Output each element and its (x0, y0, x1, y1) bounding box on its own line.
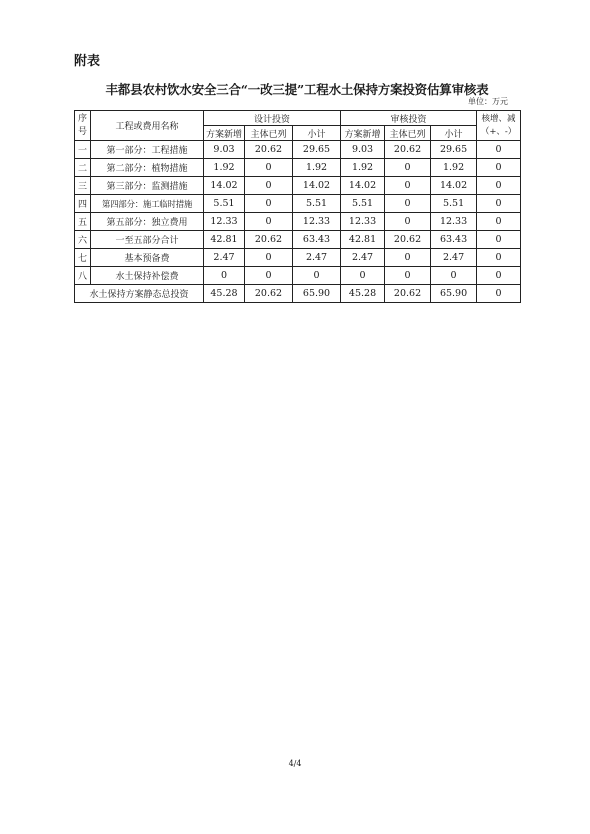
row-seq: 三 (75, 177, 91, 195)
row-name: 第一部分：工程措施 (91, 141, 204, 159)
design-main-listed-cell: 0 (245, 177, 293, 195)
review-subtotal-cell: 0 (431, 267, 477, 285)
design-subtotal-cell: 1.92 (293, 159, 341, 177)
row-seq: 五 (75, 213, 91, 231)
review-plan-new-cell: 14.02 (341, 177, 385, 195)
review-main-listed-cell: 0 (385, 213, 431, 231)
change-cell: 0 (477, 195, 521, 213)
design-subtotal-cell: 63.43 (293, 231, 341, 249)
review-subtotal-cell: 63.43 (431, 231, 477, 249)
table-row (75, 141, 521, 159)
review-main-listed-cell: 0 (385, 177, 431, 195)
change-cell: 0 (477, 177, 521, 195)
design-plan-new-cell: 14.02 (204, 177, 245, 195)
total-design-plan-new-cell: 45.28 (204, 285, 245, 303)
row-name: 一至五部分合计 (91, 231, 204, 249)
design-main-listed-cell: 0 (245, 195, 293, 213)
investment-review-table (74, 110, 521, 303)
review-plan-new-cell: 2.47 (341, 249, 385, 267)
header-design-plan-new: 方案新增 (204, 126, 245, 141)
review-plan-new-cell: 42.81 (341, 231, 385, 249)
header-design-main-listed: 主体已列 (245, 126, 293, 141)
review-subtotal-cell: 14.02 (431, 177, 477, 195)
design-plan-new-cell: 2.47 (204, 249, 245, 267)
header-design-investment: 设计投资 (204, 111, 341, 126)
document-title: 丰都县农村饮水安全三合“一改三提”工程水土保持方案投资估算审核表 (105, 82, 489, 97)
total-design-main-listed-cell: 20.62 (245, 285, 293, 303)
design-plan-new-cell: 9.03 (204, 141, 245, 159)
row-seq: 一 (75, 141, 91, 159)
change-cell: 0 (477, 141, 521, 159)
review-subtotal-cell: 2.47 (431, 249, 477, 267)
header-review-main-listed: 主体已列 (385, 126, 431, 141)
design-main-listed-cell: 0 (245, 213, 293, 231)
total-review-subtotal-cell: 65.90 (431, 285, 477, 303)
design-main-listed-cell: 20.62 (245, 231, 293, 249)
review-plan-new-cell: 9.03 (341, 141, 385, 159)
design-plan-new-cell: 5.51 (204, 195, 245, 213)
design-subtotal-cell: 14.02 (293, 177, 341, 195)
review-subtotal-cell: 12.33 (431, 213, 477, 231)
review-plan-new-cell: 5.51 (341, 195, 385, 213)
header-review-investment: 审核投资 (341, 111, 477, 126)
page-number: 4/4 (288, 759, 302, 768)
table-row (75, 249, 521, 267)
total-review-plan-new-cell: 45.28 (341, 285, 385, 303)
review-main-listed-cell: 0 (385, 267, 431, 285)
change-cell: 0 (477, 159, 521, 177)
row-name: 水土保持补偿费 (91, 267, 204, 285)
design-main-listed-cell: 0 (245, 267, 293, 285)
header-review-subtotal: 小计 (431, 126, 477, 141)
header-seq: 序号 (75, 111, 91, 141)
table-row (75, 213, 521, 231)
design-subtotal-cell: 5.51 (293, 195, 341, 213)
change-cell: 0 (477, 213, 521, 231)
review-main-listed-cell: 0 (385, 159, 431, 177)
table-row (75, 231, 521, 249)
total-design-subtotal-cell: 65.90 (293, 285, 341, 303)
review-main-listed-cell: 20.62 (385, 231, 431, 249)
row-name: 第五部分：独立费用 (91, 213, 204, 231)
row-seq: 四 (75, 195, 91, 213)
total-review-main-listed-cell: 20.62 (385, 285, 431, 303)
design-subtotal-cell: 29.65 (293, 141, 341, 159)
table-row (75, 159, 521, 177)
row-name: 第三部分：监测措施 (91, 177, 204, 195)
design-main-listed-cell: 20.62 (245, 141, 293, 159)
review-plan-new-cell: 0 (341, 267, 385, 285)
row-name: 基本预备费 (91, 249, 204, 267)
row-name: 第四部分：施工临时措施 (91, 195, 204, 213)
unit-label: 单位：万元 (468, 97, 508, 106)
header-design-subtotal: 小计 (293, 126, 341, 141)
design-subtotal-cell: 0 (293, 267, 341, 285)
total-change-cell: 0 (477, 285, 521, 303)
table-row (75, 195, 521, 213)
design-plan-new-cell: 0 (204, 267, 245, 285)
change-cell: 0 (477, 231, 521, 249)
change-cell: 0 (477, 249, 521, 267)
total-row (75, 285, 521, 303)
design-main-listed-cell: 0 (245, 249, 293, 267)
row-seq: 八 (75, 267, 91, 285)
row-name: 第二部分：植物措施 (91, 159, 204, 177)
review-subtotal-cell: 29.65 (431, 141, 477, 159)
table-row (75, 267, 521, 285)
table-row (75, 177, 521, 195)
design-plan-new-cell: 1.92 (204, 159, 245, 177)
review-plan-new-cell: 1.92 (341, 159, 385, 177)
row-seq: 七 (75, 249, 91, 267)
review-main-listed-cell: 0 (385, 195, 431, 213)
review-main-listed-cell: 0 (385, 249, 431, 267)
design-main-listed-cell: 0 (245, 159, 293, 177)
design-plan-new-cell: 12.33 (204, 213, 245, 231)
review-subtotal-cell: 5.51 (431, 195, 477, 213)
change-cell: 0 (477, 267, 521, 285)
header-change: 核增、减（+、-） (477, 111, 521, 141)
header-review-plan-new: 方案新增 (341, 126, 385, 141)
design-subtotal-cell: 12.33 (293, 213, 341, 231)
design-plan-new-cell: 42.81 (204, 231, 245, 249)
attachment-label: 附表 (74, 54, 101, 69)
total-row-name: 水土保持方案静态总投资 (75, 285, 204, 303)
row-seq: 六 (75, 231, 91, 249)
design-subtotal-cell: 2.47 (293, 249, 341, 267)
review-plan-new-cell: 12.33 (341, 213, 385, 231)
review-subtotal-cell: 1.92 (431, 159, 477, 177)
row-seq: 二 (75, 159, 91, 177)
review-main-listed-cell: 20.62 (385, 141, 431, 159)
header-name: 工程或费用名称 (91, 111, 204, 141)
